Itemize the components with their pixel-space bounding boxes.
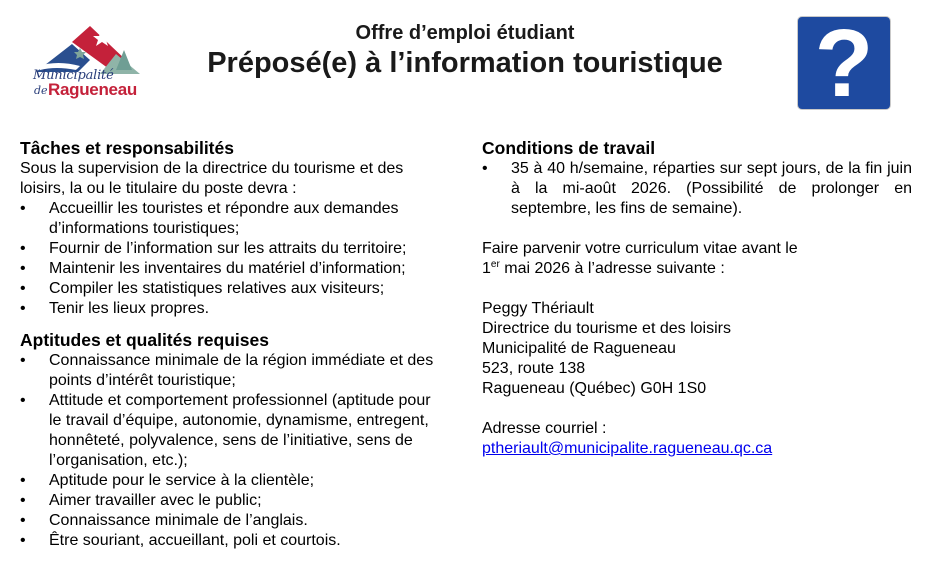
deadline-rest: mai 2026 à l’adresse suivante :: [499, 260, 725, 277]
contact-org: Municipalité de Ragueneau: [482, 340, 676, 357]
list-item: • Compiler les statistiques relatives aux visiteurs;: [20, 279, 445, 299]
apply-deadline: [482, 259, 912, 279]
list-item: • Fournir de l’information sur les attraits du territoire;: [20, 239, 445, 259]
deadline-day: 1: [482, 260, 491, 277]
skills-heading: Aptitudes et qualités requises: [20, 330, 269, 350]
list-item: • Aimer travailler avec le public;: [20, 491, 445, 511]
question-mark-icon: [797, 10, 891, 117]
list-item: • Attitude et comportement professionnel (aptitude pour le travail d’équipe, autonomie, dynamisme, entregent, honnêteté, polyvalence, sens de l’initiative, sens de l’organisation, etc.);: [20, 391, 445, 471]
left-column: [20, 138, 445, 551]
list-item: • Être souriant, accueillant, poli et courtois.: [20, 531, 445, 551]
contact-name: Peggy Thériault: [482, 300, 594, 317]
page-title: Préposé(e) à l’information touristique: [207, 47, 723, 79]
list-item: • Accueillir les touristes et répondre aux demandes d’informations touristiques;: [20, 199, 445, 239]
logo-name-text: Ragueneau: [48, 80, 137, 99]
contact-street: 523, route 138: [482, 360, 586, 377]
contact-role: Directrice du tourisme et des loisirs: [482, 320, 731, 337]
logo-de-text: de: [34, 84, 48, 97]
list-item: • Maintenir les inventaires du matériel d’information;: [20, 259, 445, 279]
logo-script-text: Municipalité: [33, 68, 114, 83]
skills-list: [20, 351, 445, 551]
tasks-heading: Tâches et responsabilités: [20, 138, 234, 158]
email-link[interactable]: ptheriault@municipalite.ragueneau.qc.ca: [482, 440, 773, 457]
tasks-intro: Sous la supervision de la directrice du tourisme et des loisirs, la ou le titulaire du poste devra :: [20, 160, 404, 197]
list-item: • Aptitude pour le service à la clientèle;: [20, 471, 445, 491]
question-mark-glyph: ?: [814, 10, 874, 117]
apply-instructions: Faire parvenir votre curriculum vitae avant le: [482, 240, 798, 257]
list-item: • Connaissance minimale de la région immédiate et des points d’intérêt touristique;: [20, 351, 445, 391]
list-item: • Connaissance minimale de l’anglais.: [20, 511, 445, 531]
conditions-list: [482, 159, 912, 219]
right-column: [482, 138, 912, 459]
tasks-list: [20, 199, 445, 319]
list-item: • 35 à 40 h/semaine, réparties sur sept jours, de la fin juin à la mi-août 2026. (Possibilité de prolonger en septembre, les fins de semaine).: [482, 159, 912, 219]
contact-city: Ragueneau (Québec) G0H 1S0: [482, 380, 707, 397]
municipality-logo: [28, 20, 156, 102]
page-subtitle: Offre d’emploi étudiant: [355, 22, 575, 44]
email-label: Adresse courriel :: [482, 420, 607, 437]
conditions-heading: Conditions de travail: [482, 138, 656, 158]
deadline-ordinal: er: [490, 259, 500, 270]
list-item: • Tenir les lieux propres.: [20, 299, 445, 319]
